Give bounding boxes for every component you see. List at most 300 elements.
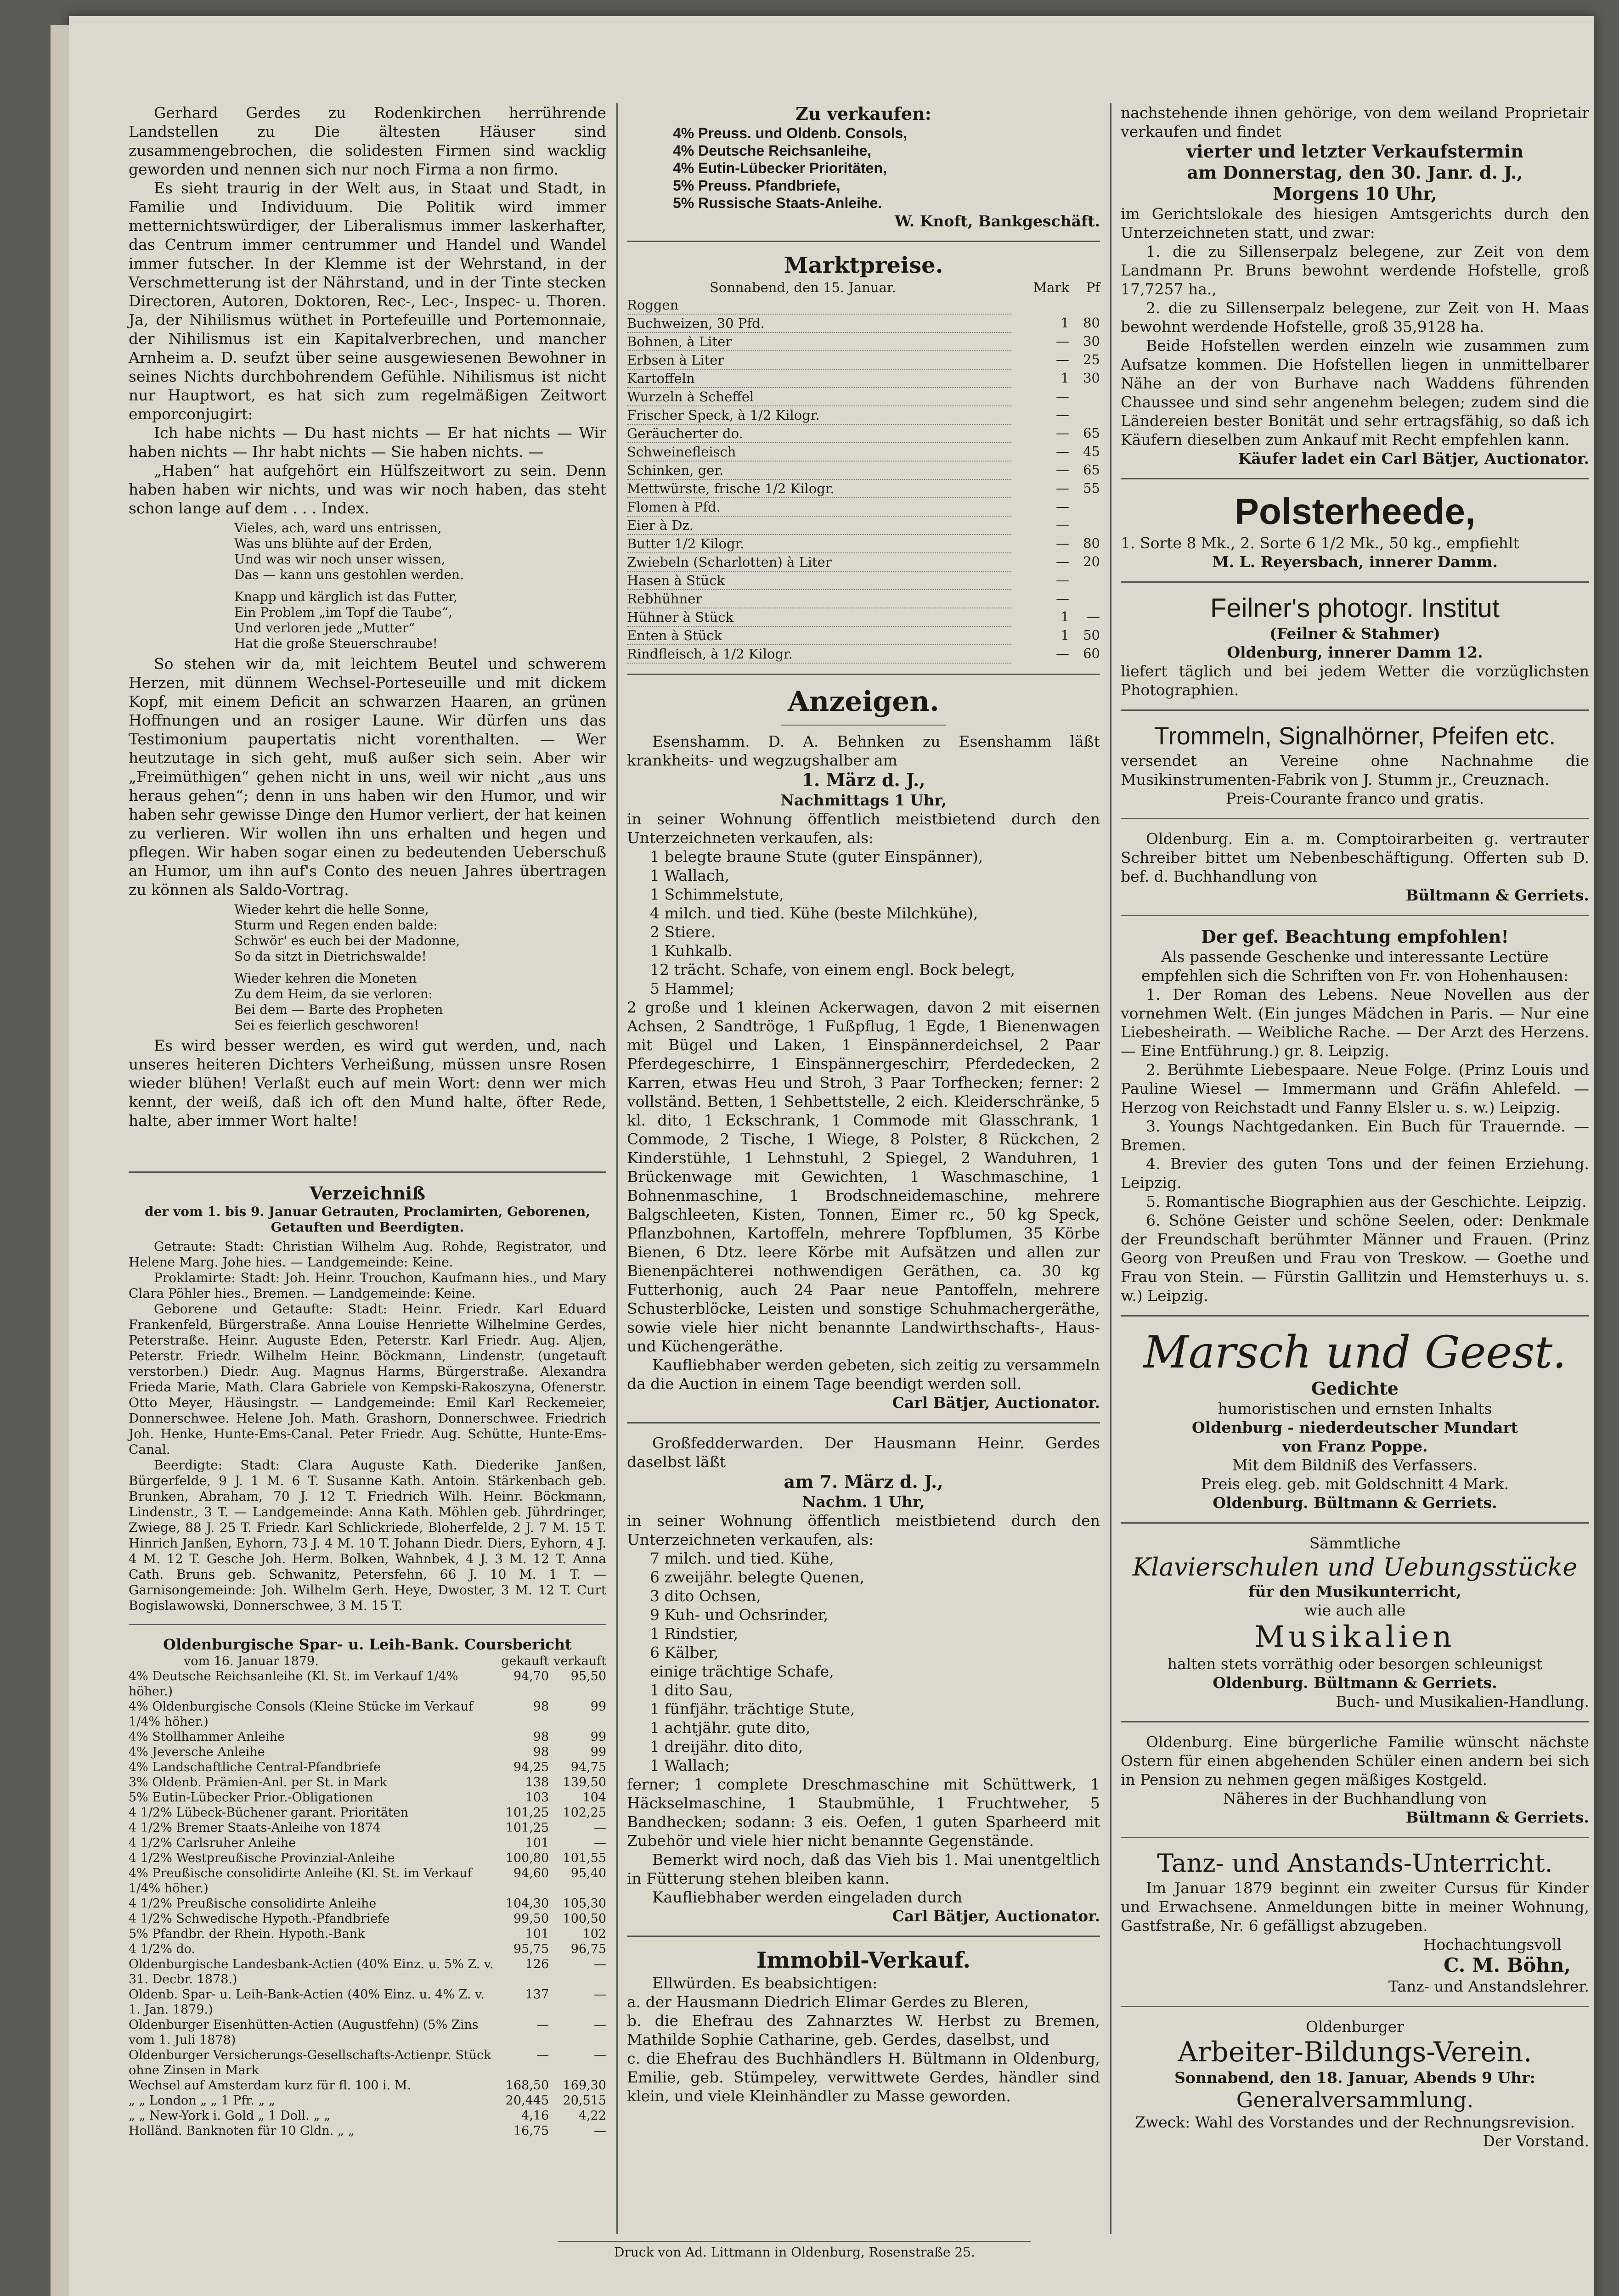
market-row (627, 388, 1100, 406)
stock-row (129, 1987, 606, 2017)
poem-line: So da sitzt in Dietrichswalde! (234, 949, 427, 964)
ad-signature: M. L. Reyersbach, innerer Damm. (1212, 553, 1498, 571)
ad-text: in seiner Wohnung öffentlich meistbietend durch den Unterzeichneten verkaufen, als: (627, 810, 1100, 847)
market-item: Rindfleisch, à 1/2 Kilogr. (627, 645, 1011, 663)
stock-row (129, 2108, 606, 2123)
stock-sold: 95,40 (570, 1866, 606, 1880)
stock-label: Oldenburger Versicherungs-Gesellschafts-Actienpr. Stück ohne Zinsen in Mark (129, 2048, 491, 2077)
registry-entry: Geborene und Getaufte: Stadt: Heinr. Friedr. Karl Eduard Frankenfeld, Bürgerstraße. Anna Louise Henriette Wilhelmine Gerdes, Peterstraße. Heinr. Auguste Eden, Peterstr. Karl Friedr. Aug. Aljen, Peterstr. Friedr. Wilhelm Heinr. Böckmann, Lindenstr. (ungetauft verstorben.) Diedr. Aug. Magnus Harms, Bürgerstraße. Alexandra Frieda Marie, Math. Clara Gabriele von Kempski-Rakoszyna, Ofenerstr. Otto Meyer, Häusingstr. — Landgemeinde: Emil Karl Reckemeier, Donnerschwee. Helene Joh. Math. Grashorn, Donnerschwee. Friedrich Joh. Henke, Hunte-Ems-Canal. Peter Friedr. Aug. Schütte, Hunte-Ems-Canal. (129, 1301, 606, 1457)
ad-line: halten stets vorräthig oder besorgen schleunigst (1167, 1655, 1543, 1673)
stock-label: 4 1/2% Schwedische Hypoth.-Pfandbriefe (129, 1912, 390, 1926)
column-header: gekauft (501, 1654, 549, 1668)
stock-bought: 98 (533, 1745, 549, 1759)
market-row (627, 351, 1100, 369)
ad-text: nachstehende ihnen gehörige, von dem weiland Proprietair verkaufen und findet (1121, 104, 1589, 141)
stock-bought: 101,25 (505, 1806, 549, 1820)
market-mark: 1 (1061, 315, 1069, 331)
market-title: Marktpreise. (784, 253, 943, 278)
stock-bought: — (536, 2018, 549, 2032)
ad-item: 4 milch. und tied. Kühe (beste Milchkühe), (650, 904, 978, 922)
article-paragraph: Es sieht traurig in der Welt aus, in Staat und Stadt, in Familie und Individuum. Die Politik wird immer metternichtswürdiger, der Liberalismus immer laskerhafter, das Centrum immer centrummer und Handel und Wandel immer futscher. In der Klemme ist der Wehrstand, in der Verschmetterung ist der Nährstand, und in der Tinte stecken Directoren, Autoren, Doktoren, Rec-, Lec-, Inspec- u. Thoren. Ja, der Nihilismus wüthet in Portefeuille und Portemonnaie, der Nihilismus ist ein Kapitalverbrechen, und mancher Arnheim a. D. seufzt über seine ausgewiesenen Bewohner in seines Nichts durchbohrendem Gefühle. Nihilismus ist nicht nur Hauptwort, es hat sich zum regelmäßigen Zeitwort emporconjugirt: (129, 179, 606, 423)
stock-sold: — (594, 1821, 606, 1835)
stock-bought: 94,70 (513, 1669, 549, 1683)
stock-row (129, 1760, 606, 1775)
ad-line: humoristischen und ernsten Inhalts (1218, 1400, 1492, 1418)
music-headline: Klavierschulen und Uebungsstücke (1132, 1553, 1578, 1581)
stock-row (129, 2048, 606, 2078)
market-row (627, 369, 1100, 388)
book-item: 3. Youngs Nachtgedanken. Ein Buch für Trauernde. — Bremen. (1121, 1117, 1589, 1154)
sale-signature: W. Knoft, Bankgeschäft. (894, 212, 1100, 230)
ad-signature: Carl Bätjer, Auctionator. (892, 1907, 1100, 1925)
stock-label: 4 1/2% Carlsruher Anleihe (129, 1836, 296, 1850)
ad-text: 1. Sorte 8 Mk., 2. Sorte 6 1/2 Mk., 50 kg., empfiehlt (1121, 534, 1519, 552)
article-paragraph: Gerhard Gerdes zu Rodenkirchen herrührende Landstellen zu Die ältesten Häuser sind zusammengebrochen, die solidesten Firmen sind wacklig geworden und nennen sich nur noch Firma a non firmo. (129, 104, 606, 178)
market-mark: 1 (1061, 627, 1069, 643)
market-item: Roggen (627, 296, 1011, 314)
stock-bought: 94,60 (513, 1866, 549, 1880)
article-paragraph: „Haben“ hat aufgehört ein Hülfszeitwort zu sein. Denn haben haben wir nichts, und was wir noch haben, das steht schon lange auf dem . . . Index. (129, 461, 606, 517)
stock-bought: 16,75 (513, 2124, 549, 2138)
auction-time: Morgens 10 Uhr, (1273, 183, 1437, 204)
stock-row (129, 1775, 606, 1790)
market-pfennig: 20 (1083, 554, 1100, 569)
ad-item: 1 dreijähr. dito dito, (650, 1738, 803, 1756)
stock-bought: 126 (525, 1957, 549, 1971)
ad-text: versendet an Vereine ohne Nachnahme die Musikinstrumenten-Fabrik von J. Stumm jr., Creuznach. (1121, 752, 1589, 788)
poem-line: Und verloren jede „Mutter“ (234, 620, 415, 636)
ad-item: 1 achtjähr. gute dito, (650, 1719, 811, 1737)
stock-sold: 105,30 (563, 1896, 606, 1911)
market-pfennig: 55 (1083, 480, 1100, 496)
stock-label: „ „ London „ „ 1 Pfr. „ „ (129, 2093, 275, 2108)
market-item: Mettwürste, frische 1/2 Kilogr. (627, 479, 1011, 498)
poem-line: Wieder kehren die Moneten (234, 971, 417, 986)
column-rule (1110, 103, 1111, 2234)
music-big-label: Musikalien (1254, 1620, 1455, 1654)
ad-item: 1 belegte braune Stute (guter Einspänner), (650, 848, 983, 866)
market-item: Rebhühner (627, 590, 1011, 608)
ad-time: Nachmittags 1 Uhr, (780, 791, 947, 809)
market-mark: — (1055, 535, 1069, 551)
market-mark: — (1055, 554, 1069, 569)
stock-sold: 99 (590, 1699, 606, 1714)
market-row (627, 314, 1100, 332)
ad-item: 3 dito Ochsen, (650, 1587, 761, 1605)
market-mark: 1 (1061, 609, 1069, 625)
market-mark: — (1055, 425, 1069, 441)
ad-item: 2. die zu Sillenserpalz belegene, zur Zeit von H. Maas bewohnt werdende Hofstelle, groß 35,9128 ha. (1121, 299, 1589, 336)
ad-note: Tanz- und Anstandslehrer. (1388, 1977, 1589, 1995)
stock-bought: 101 (525, 1836, 549, 1850)
market-row (627, 516, 1100, 535)
market-mark: — (1055, 646, 1069, 661)
ad-text: Als passende Geschenke und interessante Lectüre empfehlen sich die Schriften von Fr. von Hohenhausen: (1141, 948, 1568, 985)
column-left (129, 103, 606, 2138)
market-pfennig: 65 (1083, 462, 1100, 478)
stock-sold: — (594, 1836, 606, 1850)
section-divider (1121, 2006, 1589, 2007)
section-divider (627, 1422, 1100, 1424)
poem-line: Was uns blühte auf der Erden, (234, 536, 433, 551)
ad-line: Oldenburg - niederdeutscher Mundart (1192, 1418, 1518, 1436)
article-paragraph: Ich habe nichts — Du hast nichts — Er hat nichts — Wir haben nichts — Ihr habt nichts — Sie haben nichts. — (129, 424, 606, 461)
stock-sold: 99 (590, 1745, 606, 1759)
printer-imprint: Druck von Ad. Littmann in Oldenburg, Rosenstraße 25. (558, 2241, 1031, 2261)
stock-report-table (129, 1654, 606, 2138)
market-row (627, 645, 1100, 663)
book-item: 1. Der Roman des Lebens. Neue Novellen aus der vornehmen Welt. (Ein junges Mädchen in Paris. — Nur eine Liebesheirath. — Weibliche Rache. — Der Arzt des Herzens. — Eine Entführung.) gr. 8. Leipzig. (1121, 985, 1589, 1060)
ad-item: einige trächtige Schafe, (650, 1662, 834, 1680)
books-title: Der gef. Beachtung empfohlen! (1201, 926, 1509, 947)
stock-bought: 138 (525, 1775, 549, 1790)
section-divider (1121, 1522, 1589, 1524)
ad-date: am 7. März d. J., (784, 1471, 943, 1492)
ad-line: von Franz Poppe. (1282, 1437, 1428, 1455)
stock-label: 5% Pfandbr. der Rhein. Hypoth.-Bank (129, 1927, 365, 1941)
market-mark: — (1055, 407, 1069, 422)
ad-text: Kaufliebhaber werden gebeten, sich zeitig zu versammeln da die Auction in einem Tage beendigt werden soll. (627, 1356, 1100, 1393)
section-divider (1121, 1721, 1589, 1722)
poem-line: Knapp und kärglich ist das Futter, (234, 589, 457, 604)
stock-label: 4 1/2% Westpreußische Provinzial-Anleihe (129, 1851, 395, 1865)
market-mark: — (1055, 352, 1069, 367)
stock-row (129, 1820, 606, 1835)
stock-label: „ „ New-York i. Gold „ 1 Doll. „ „ (129, 2109, 330, 2123)
market-row (627, 608, 1100, 626)
stock-sold: 102 (582, 1927, 606, 1941)
poem-line: Vieles, ach, ward uns entrissen, (234, 520, 442, 535)
stock-bought: — (536, 2048, 549, 2062)
market-pfennig (1069, 516, 1100, 535)
article-paragraph: Es wird besser werden, es wird gut werden, und, nach unseres heiteren Dichters Verheißung, müssen unsre Rosen wieder blühen! Verlaßt euch auf mein Wort: denn wer mich kennt, der weiß, daß ich oft den Mund halte, öfter Rede, halte, aber immer Wort halte! (129, 1036, 606, 1130)
stock-bought: 101 (525, 1927, 549, 1941)
stock-sold: 102,25 (563, 1806, 606, 1820)
stock-label: 4% Stollhammer Anleihe (129, 1730, 285, 1744)
ad-text: Beide Hofstellen werden einzeln wie zusammen zum Aufsatze kommen. Die Hofstellen liegen in unmittelbarer Nähe an der von Burhave nach Waddens führenden Chaussee und sind sehr angenehm belegen; zudem sind die Ländereien bester Bonität und sehr ertragsfähig, so daß ich Käufern dieselben zum Ankauf mit Recht empfehlen kann. (1121, 337, 1589, 449)
photo-headline: Feilner's photogr. Institut (1210, 593, 1500, 623)
market-pfennig: 25 (1083, 352, 1100, 367)
ad-text: liefert täglich und bei jedem Wetter die vorzüglichsten Photographien. (1121, 662, 1589, 699)
ad-text: in seiner Wohnung öffentlich meistbietend durch den Unterzeichneten verkaufen, als: (627, 1512, 1100, 1548)
article-paragraph: So stehen wir da, mit leichtem Beutel und schwerem Herzen, mit dünnem Wechsel-Porteseuille und mit dickem Kopf, mit einem Deficit an schwarzen Haaren, an grünen Hoffnungen und an rosiger Laune. Wir dürfen uns das Testimonium paupertatis nicht vorenthalten. — Wer heutzutage in sich geht, muß außer sich sein. Aber wir „Freimüthigen“ gehen nicht in uns, weil wir nicht „aus uns heraus gehen“; denn in uns haben wir den Humor, und wir haben sehr gewisse Dinge den Humor verliert, der hat keinen zu verlieren. Wir wollen ihn uns erhalten und hegen und pflegen. Wir haben sogar einen zu bedeutenden Ueberschuß an Humor, um ihn auf's Conto des neuen Jahres übertragen zu können als Saldo-Vortrag. (129, 655, 606, 899)
ad-date: Sonnabend, den 18. Januar, Abends 9 Uhr: (1174, 2069, 1535, 2087)
ad-item: 7 milch. und tied. Kühe, (650, 1549, 834, 1567)
stock-bought: 4,16 (521, 2109, 549, 2123)
newspaper-page (69, 16, 1594, 2296)
ad-signature: Bültmann & Gerriets. (1405, 1808, 1589, 1826)
ad-line: Oldenburger (1305, 2018, 1405, 2036)
ad-item: 1 dito Sau, (650, 1681, 733, 1699)
poem-line: Wieder kehrt die helle Sonne, (234, 902, 429, 917)
poem-line: Zu dem Heim, da sie verloren: (234, 986, 433, 1002)
book-item: 5. Romantische Biographien aus der Geschichte. Leipzig. (1146, 1193, 1587, 1210)
stock-row (129, 1896, 606, 1911)
ad-item-list (650, 1549, 1100, 1775)
market-pfennig: 30 (1083, 370, 1100, 386)
stock-bought: 137 (525, 1987, 549, 2002)
ad-item: c. die Ehefrau des Buchhändlers H. Bültmann in Oldenburg, Emilie, geb. Stümpeley, verwittwete Gerdes, händler sind klein, und viele Kleinhändler zu Masse geworden. (627, 2049, 1100, 2105)
stock-row (129, 1729, 606, 1745)
registry-title: Verzeichniß (309, 1183, 426, 1204)
ad-time: Nachm. 1 Uhr, (802, 1493, 925, 1511)
market-pfennig: 60 (1083, 646, 1100, 661)
ad-text: Ellwürden. Es beabsichtigen: (652, 1974, 878, 1992)
stock-row (129, 2017, 606, 2048)
stock-row (129, 1835, 606, 1851)
market-pfennig (1069, 590, 1100, 608)
poem-line: Das — kann uns gestohlen werden. (234, 567, 464, 582)
ad-item: 1 Rindstier, (650, 1625, 739, 1643)
ad-text: Großfedderwarden. Der Hausmann Heinr. Gerdes daselbst läßt (627, 1434, 1100, 1471)
ad-text: im Gerichtslokale des hiesigen Amtsgerichts durch den Unterzeichneten statt, und zwar: (1121, 205, 1589, 242)
ad-item-list (650, 847, 1100, 998)
stock-row (129, 2093, 606, 2108)
section-divider (1121, 581, 1589, 583)
stock-row (129, 1926, 606, 1941)
stock-bought: 100,80 (505, 1851, 549, 1865)
auction-date: am Donnerstag, den 30. Janr. d. J., (1187, 162, 1523, 183)
ad-item: 1 Schimmelstute, (650, 885, 784, 903)
stock-bought: 98 (533, 1730, 549, 1744)
stock-bought: 94,25 (513, 1760, 549, 1774)
short-divider (781, 725, 947, 726)
section-divider (1121, 478, 1589, 479)
market-row (627, 498, 1100, 516)
ad-item: 5 Hammel; (650, 979, 734, 997)
ad-text: 2 große und 1 kleinen Ackerwagen, davon 2 mit eisernen Achsen, 2 Sandtröge, 1 Fußpflug, 1 Egde, 1 Bienenwagen mit Bügel und Laken, 1 Einspännerdeichsel, 2 Paar Pferdegeschirre, 1 Einspännergeschirr, Pferdedecken, 2 Karren, etwas Heu und Stroh, 3 Paar Torfhecken; ferner: 2 vollständ. Betten, 1 Sehbettstelle, 2 eich. Kleiderschränke, 5 kl. dito, 1 Eckschrank, 1 Commode mit Glasschrank, 1 Commode, 2 Tische, 1 Wiege, 8 Polster, 8 Rückchen, 2 Kinderstühle, 1 Lehnstuhl, 2 Spiegel, 2 Wanduhren, 1 Brückenwage mit Gewichten, 1 Waschmaschine, 1 Bohnenmaschine, 1 Brodschneidemaschine, mehrere Balgschleeten, Kisten, Tonnen, Eimer rc., 50 kg Speck, Pflanzbohnen, Kartoffeln, mehrere Topfblumen, 35 Körbe Bienen, 6 Dtz. leere Körbe mit Aufsätzen und allen zur Bienenpächterei nothwendigen Geräthen, ca. 30 kg Futterhonig, auch 24 Paar neue Pantoffeln, mehrere Schusterblöcke, Leisten und sonstige Schuhmachergeräthe, sowie viele hier nicht benannte Landwirthschafts-, Haus- und Küchengeräthe. (627, 998, 1100, 1355)
stock-label: Holländ. Banknoten für 10 Gldn. „ „ (129, 2124, 355, 2138)
market-row (627, 479, 1100, 498)
stock-label: 4 1/2% Lübeck-Büchener garant. Prioritäten (129, 1806, 409, 1820)
ad-text: ferner; 1 complete Dreschmaschine mit Schüttwerk, 1 Häckselmaschine, 1 Staubmühle, 1 Fruchtweher, 5 Bandhecken; sodann: 3 eis. Oefen, 1 guten Sparheerd mit Zubehör und viele hier nicht benannte Gegenstände. (627, 1775, 1100, 1850)
stock-label: 4 1/2% do. (129, 1942, 196, 1956)
stock-sold: 4,22 (578, 2109, 606, 2123)
market-item: Enten à Stück (627, 626, 1011, 645)
market-item: Wurzeln à Scheffel (627, 388, 1011, 406)
market-item: Schinken, ger. (627, 461, 1011, 479)
ad-signature: Der Vorstand. (1483, 2132, 1589, 2150)
stock-row (129, 1941, 606, 1957)
ad-signature: Oldenburg. Bültmann & Gerriets. (1213, 1674, 1497, 1692)
stock-sold: 94,75 (570, 1760, 606, 1774)
ad-note: Preis-Courante franco und gratis. (1225, 789, 1484, 807)
ad-signature: Käufer ladet ein Carl Bätjer, Auctionator. (1238, 450, 1589, 467)
stock-label: 3% Oldenb. Prämien-Anl. per St. in Mark (129, 1775, 387, 1790)
poetry-book-headline: Marsch und Geest. (1143, 1327, 1567, 1378)
market-pfennig: 30 (1083, 333, 1100, 349)
ad-signature: Oldenburg. Bültmann & Gerriets. (1213, 1494, 1497, 1512)
sale-item: 4% Preuss. und Oldenb. Consols, (673, 125, 908, 141)
market-mark: — (1055, 517, 1069, 533)
ad-text: Kaufliebhaber werden eingeladen durch (652, 1888, 963, 1906)
ad-subtitle: für den Musikunterricht, (1248, 1582, 1461, 1600)
ad-item: b. die Ehefrau des Zahnarztes W. Herbst zu Bremen, Mathilde Sophie Catharine, geb. Gerdes, daselbst, und (627, 2012, 1100, 2048)
poem-stanza (234, 902, 606, 1033)
market-item: Erbsen à Liter (627, 351, 1011, 369)
section-divider (1121, 915, 1589, 916)
stock-sold: 104 (582, 1790, 606, 1805)
market-price-table (627, 279, 1100, 664)
poem-line: Ein Problem „im Topf die Taube“, (234, 605, 453, 620)
poem-line: Sei es feierlich geschworen! (234, 1018, 419, 1033)
registry-entry: Proklamirte: Stadt: Joh. Heinr. Trouchon, Kaufmann hies., und Mary Clara Pöhler hies., Bremen. — Landgemeinde: Keine. (129, 1270, 606, 1301)
section-divider (129, 1171, 606, 1173)
ad-signature: Bültmann & Gerriets. (1405, 886, 1589, 904)
ad-text: Bemerkt wird noch, daß das Vieh bis 1. Mai unentgeltlich in Fütterung stehen bleiben kann. (627, 1851, 1100, 1887)
ad-text: Zweck: Wahl des Vorstandes und der Rechnungsrevision. (1134, 2113, 1575, 2131)
polster-headline: Polsterheede, (1234, 491, 1476, 532)
poem-line: Bei dem — Barte des Propheten (234, 1002, 443, 1017)
stock-bought: 98 (533, 1699, 549, 1714)
stock-row (129, 2078, 606, 2093)
market-mark: — (1055, 591, 1069, 606)
market-pfennig (1069, 296, 1100, 314)
market-mark: — (1055, 444, 1069, 459)
market-mark: — (1055, 333, 1069, 349)
column-rule (616, 103, 618, 2234)
book-item: 2. Berühmte Liebespaare. Neue Folge. (Prinz Louis und Pauline Wiesel — Immermann und Gräfin Ahlefeld. — Herzog von Reichstadt und Fanny Elsler u. s. w.) Leipzig. (1121, 1061, 1589, 1116)
stock-label: Oldenburgische Landesbank-Actien (40% Einz. u. 5% Z. v. 31. Decbr. 1878.) (129, 1957, 494, 1986)
instruments-headline: Trommeln, Signalhörner, Pfeifen etc. (1154, 722, 1556, 750)
ad-text: Oldenburg. Eine bürgerliche Familie wünscht nächste Ostern für einen abgehenden Schüler einen andern bei sich in Pension zu nehmen gegen mäßiges Kostgeld. (1121, 1733, 1589, 1789)
ad-item: 9 Kuh- und Ochsrinder, (650, 1606, 829, 1624)
sale-item: 5% Russische Staats-Anleihe. (673, 195, 882, 211)
stock-label: 4% Jeversche Anleihe (129, 1745, 265, 1759)
ad-line: wie auch alle (1304, 1601, 1406, 1619)
ad-item: 1 Wallach, (650, 867, 730, 884)
market-item: Hühner à Stück (627, 608, 1011, 626)
ad-line: Mit dem Bildniß des Verfassers. (1232, 1456, 1478, 1474)
sale-title: Zu verkaufen: (795, 103, 931, 124)
registry-entry: Beerdigte: Stadt: Clara Auguste Kath. Diederike Janßen, Bürgerfelde, 9 J. 1 M. 6 T. Susanne Kath. Antoin. Stärkenbach geb. Brunken, Abraham, 70 J. 12 T. Friedrich Wilh. Heinr. Böckmann, Lindenstr., 3 T. — Landgemeinde: Anna Kath. Möhlen geb. Jührdringer, Zwiege, 88 J. 25 T. Friedr. Karl Schlickriede, Bloherfelde, 2 J. 7 M. 15 T. Hinrich Janßen, Eyhorn, 73 J. 4 M. 10 T. Johann Diedr. Diers, Eyhorn, 4 J. 4 M. 12 T. Gesche Joh. Herm. Bolken, Wahnbek, 4 J. 3 M. 12 T. Anna Cath. Bruns geb. Schwanitz, Petersfehn, 66 J. 10 M. 1 T. — Garnisongemeinde: Joh. Wilhelm Gerh. Heye, Dwoster, 3 M. 12 T. Curt Bogislawowski, Donnerschwee, 3 M. 15 T. (129, 1458, 606, 1613)
ad-item: 6 zweijähr. belegte Quenen, (650, 1568, 864, 1586)
stock-row (129, 2123, 606, 2138)
stock-row (129, 1911, 606, 1926)
market-item: Geräucherter do. (627, 424, 1011, 443)
market-row (627, 406, 1100, 424)
stock-report-date: vom 16. Januar 1879. (184, 1654, 319, 1668)
market-mark: — (1055, 388, 1069, 404)
stock-sold: 99 (590, 1730, 606, 1744)
ad-location: Oldenburg, innerer Damm 12. (1227, 643, 1483, 661)
stock-bought: 99,50 (513, 1912, 549, 1926)
section-divider (1121, 1837, 1589, 1838)
ad-item: 12 trächt. Schafe, von einem engl. Bock belegt, (650, 961, 1015, 979)
stock-sold: 139,50 (563, 1775, 606, 1790)
stock-label: 4% Preußische consolidirte Anleihe (Kl. St. im Verkauf 1/4% höher.) (129, 1866, 472, 1896)
stock-sold: — (594, 1957, 606, 1971)
stock-report-title: Oldenburgische Spar- u. Leih-Bank. Coursbericht (163, 1636, 572, 1653)
stock-row (129, 1957, 606, 1987)
ad-line: Preis eleg. geb. mit Goldschnitt 4 Mark. (1201, 1475, 1509, 1493)
market-pfennig: 80 (1083, 535, 1100, 551)
stock-label: 4% Deutsche Reichsanleihe (Kl. St. im Verkauf 1/4% höher.) (129, 1669, 458, 1699)
stock-sold: 20,515 (563, 2093, 606, 2108)
market-row (627, 553, 1100, 571)
ad-subtitle: (Feilner & Stahmer) (1269, 625, 1440, 642)
auction-term: vierter und letzter Verkaufstermin (1186, 141, 1523, 162)
registry-subtitle: der vom 1. bis 9. Januar Getrauten, Proclamirten, Geborenen, Getauften und Beerdigten. (145, 1204, 590, 1235)
market-item: Bohnen, à Liter (627, 332, 1011, 351)
stock-sold: 95,50 (570, 1669, 606, 1683)
column-header: Mark (1033, 280, 1069, 295)
market-pfennig: 50 (1083, 627, 1100, 643)
sale-item: 5% Preuss. Pfandbriefe, (673, 177, 841, 194)
column-middle (627, 103, 1100, 2105)
poem-line: Schwör' es euch bei der Madonne, (234, 933, 460, 948)
sale-item: 4% Deutsche Reichsanleihe, (673, 142, 872, 159)
stock-bought: 104,30 (505, 1896, 549, 1911)
poem-line: Sturm und Regen enden balde: (234, 917, 438, 933)
market-mark: — (1055, 480, 1069, 496)
ad-note: Näheres in der Buchhandlung von (1223, 1790, 1487, 1807)
stock-sold: — (594, 2018, 606, 2032)
ad-subtitle: Gedichte (1311, 1378, 1399, 1399)
ad-item: 1 Kuhkalb. (650, 942, 733, 960)
stock-label: 4% Oldenburgische Consols (Kleine Stücke im Verkauf 1/4% höher.) (129, 1699, 474, 1729)
market-pfennig: 80 (1083, 315, 1100, 331)
market-row (627, 443, 1100, 461)
ad-date: 1. März d. J., (801, 770, 925, 790)
market-pfennig: 45 (1083, 444, 1100, 459)
market-pfennig: 65 (1083, 425, 1100, 441)
poem-line: Hat die große Steuerschraube! (234, 636, 438, 651)
stock-row (129, 1805, 606, 1820)
column-right (1121, 103, 1589, 2150)
ad-item: a. der Hausmann Diedrich Elimar Gerdes zu Bleren, (627, 1993, 1029, 2011)
market-row (627, 626, 1100, 645)
ad-signature: C. M. Böhn, (1444, 1954, 1571, 1976)
sale-item: 4% Eutin-Lübecker Prioritäten, (673, 160, 887, 176)
stock-bought: 95,75 (513, 1942, 549, 1956)
stock-row (129, 1790, 606, 1805)
market-item: Butter 1/2 Kilogr. (627, 535, 1011, 553)
market-mark: — (1055, 462, 1069, 478)
stock-row (129, 1745, 606, 1760)
ad-line: Sämmtliche (1309, 1534, 1401, 1552)
stock-sold: — (594, 2124, 606, 2138)
market-item: Kartoffeln (627, 369, 1011, 388)
stock-label: Oldenburger Eisenhütten-Actien (Augustfehn) (5% Zins vom 1. Juli 1878) (129, 2018, 479, 2047)
market-date: Sonnabend, den 15. Januar. (710, 280, 896, 295)
market-item: Flomen à Pfd. (627, 498, 1011, 516)
event-headline: Generalversammlung. (1236, 2088, 1474, 2112)
section-divider (627, 1936, 1100, 1937)
ad-text: Oldenburg. Ein a. m. Comptoirarbeiten g. vertrauter Schreiber bittet um Nebenbeschäftigung. Offerten sub D. bef. d. Buchhandlung von (1121, 830, 1589, 885)
stock-row (129, 1699, 606, 1729)
ad-item: 2 Stiere. (650, 923, 716, 941)
workers-club-headline: Arbeiter-Bildungs-Verein. (1178, 2036, 1532, 2068)
section-divider (1121, 1315, 1589, 1317)
registry-entry: Getraute: Stadt: Christian Wilhelm Aug. Rohde, Registrator, und Helene Marg. Johe hies. — Landgemeinde: Keine. (129, 1239, 606, 1270)
poem-stanza (234, 520, 606, 652)
market-mark (1011, 296, 1069, 314)
stock-label: 4 1/2% Bremer Staats-Anleihe von 1874 (129, 1821, 381, 1835)
stock-sold: 101,55 (563, 1851, 606, 1865)
market-row (627, 296, 1100, 314)
stock-label: Oldenb. Spar- u. Leih-Bank-Actien (40% Einz. u. 4% Z. v. 1. Jan. 1879.) (129, 1987, 485, 2017)
stock-sold: 100,50 (563, 1912, 606, 1926)
ad-signature: Buch- und Musikalien-Handlung. (1336, 1693, 1589, 1711)
stock-label: 4% Landschaftliche Central-Pfandbriefe (129, 1760, 381, 1774)
section-divider (129, 1624, 606, 1625)
stock-sold: 169,30 (563, 2078, 606, 2093)
market-item: Schweinefleisch (627, 443, 1011, 461)
section-divider (1121, 818, 1589, 819)
market-row (627, 461, 1100, 479)
market-row (627, 332, 1100, 351)
